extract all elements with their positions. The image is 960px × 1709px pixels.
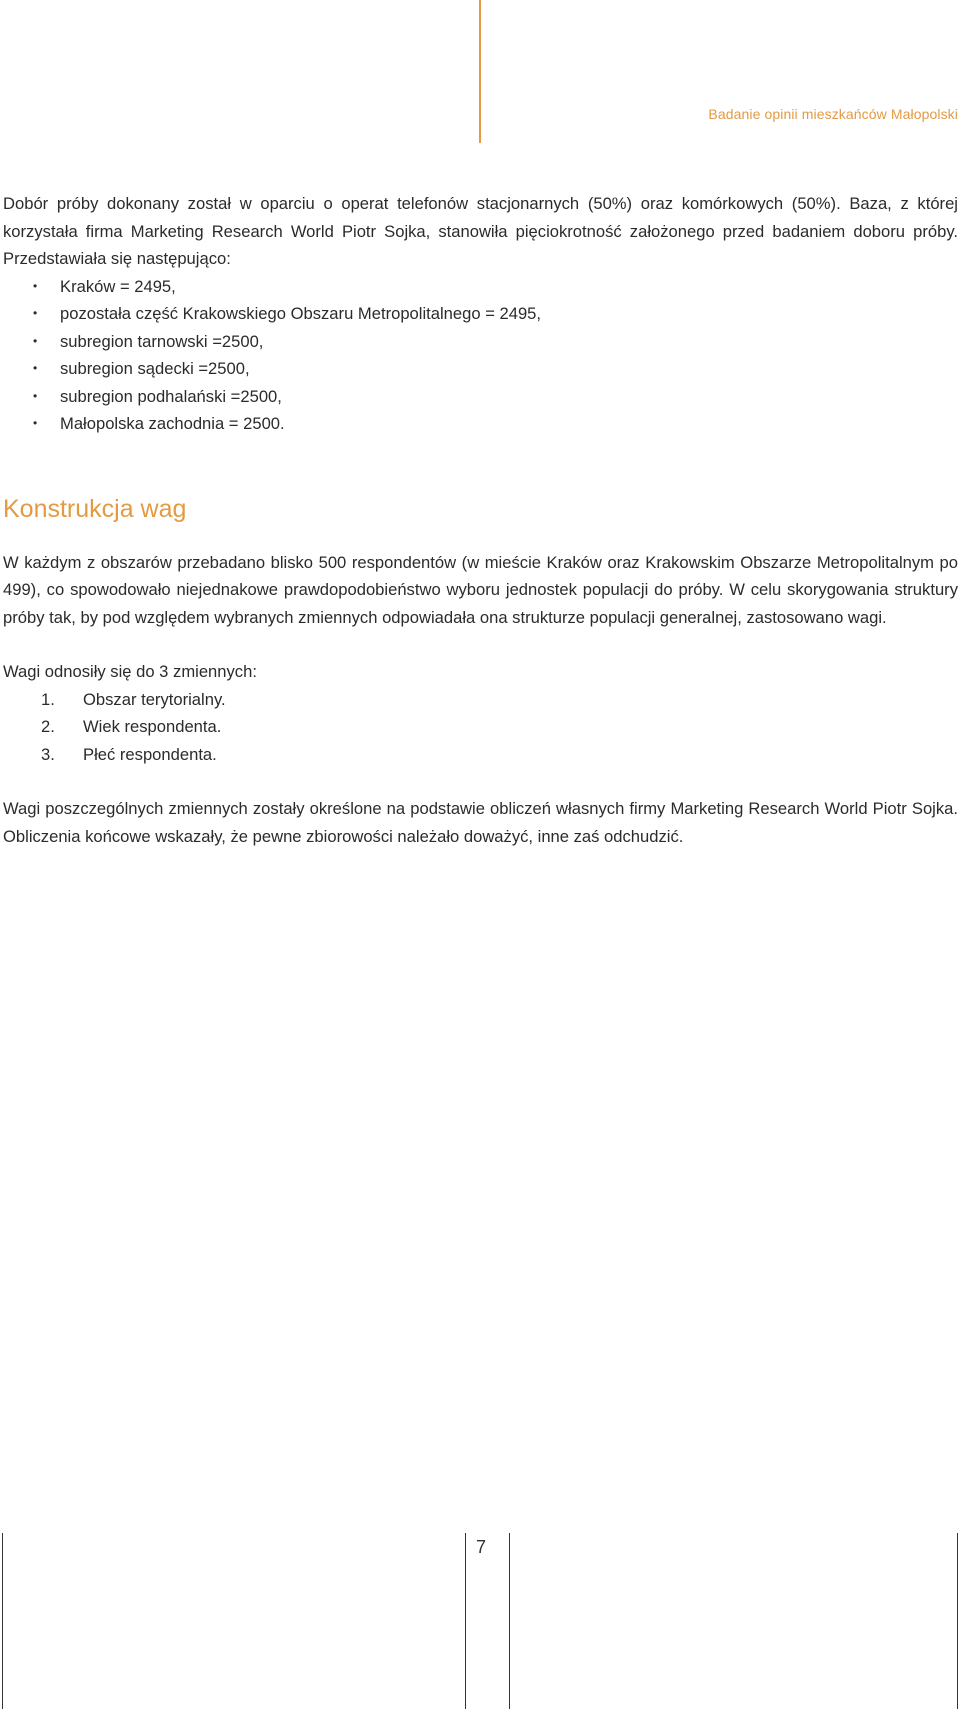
spacer [3,631,958,658]
list-item: • subregion podhalański =2500, [3,383,958,411]
bullet-icon: • [33,333,38,348]
conclusion-paragraph: Wagi poszczególnych zmiennych zostały określone na podstawie obliczeń własnych firmy Marketing Research World Piotr Sojka. Obliczenia końcowe wskazały, że pewne zbiorowości należało doważyć, inne zaś odchudzić. [3,799,958,846]
list-item: • subregion sądecki =2500, [3,355,958,383]
page-content [3,190,958,850]
bullet-icon: • [33,306,38,320]
variables-intro: Wagi odnosiły się do 3 zmiennych: [3,662,257,681]
weights-paragraph: W każdym z obszarów przebadano blisko 500 respondentów (w mieście Kraków oraz Krakowskim Obszarze Metropolitalnym po 499), co spowodowało niejednakowe prawdopodobieństwo wyboru jednostek populacji do próby. W celu skorygowania struktury próby tak, by pod względem wybranych zmiennych odpowiadała ona strukturze populacji generalnej, zastosowano wagi. [3,552,958,627]
footer-rule-left [2,1533,3,1709]
intro-paragraph: Dobór próby dokonany został w oparciu o operat telefonów stacjonarnych (50%) oraz komórkowych (50%). Baza, z której korzystała firma Marketing Research World Piotr Sojka, stanowiła pięciokrotność założonego przed badaniem doboru próby. Przedstawiała się następująco: [3,194,958,268]
footer-rule-center-right [509,1533,510,1709]
header-accent-rule [479,0,481,143]
region-list [3,273,958,438]
list-item: 3. Płeć respondenta. [41,744,217,764]
list-item: • pozostała część Krakowskiego Obszaru Metropolitalnego = 2495, [3,300,958,328]
list-item: • Małopolska zachodnia = 2500. [3,410,958,438]
running-header: Badanie opinii mieszkańców Małopolski [708,106,958,122]
page-number: 7 [475,1537,486,1557]
list-item: 2. Wiek respondenta. [41,717,222,736]
bullet-icon: • [33,361,38,375]
footer-rule-right [957,1533,958,1709]
list-item: • Kraków = 2495, [3,273,958,301]
bullet-icon: • [33,388,38,403]
spacer [3,768,958,795]
list-item: 1. Obszar terytorialny. [41,689,226,709]
section-title: Konstrukcja wag [3,494,187,523]
list-item: • subregion tarnowski =2500, [3,328,958,356]
bullet-icon: • [33,278,38,293]
footer-rule-center-left [465,1533,466,1709]
variables-list [3,686,958,769]
bullet-icon: • [33,416,38,430]
